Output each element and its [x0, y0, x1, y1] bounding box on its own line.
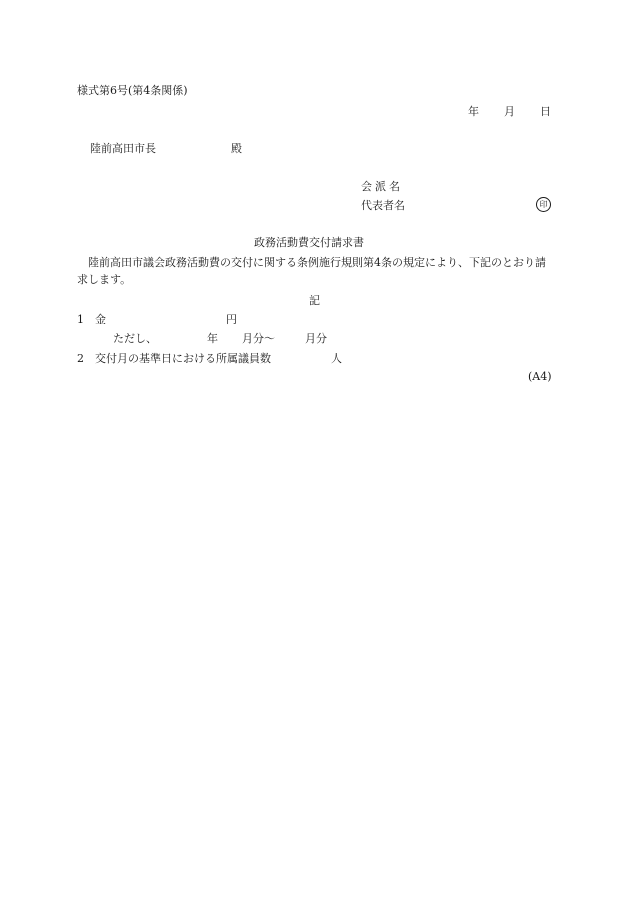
- period-month-to-label: 月分: [305, 332, 327, 345]
- item-1-number: 1: [77, 313, 84, 326]
- period-month-from-label: 月分〜: [242, 332, 275, 345]
- date-year-label: 年: [468, 105, 479, 118]
- faction-name-label: 会派名: [361, 180, 403, 193]
- honorific: 殿: [231, 142, 242, 155]
- item-2-number: 2: [77, 352, 84, 365]
- date-month-label: 月: [504, 105, 515, 118]
- item-1-label: 金: [95, 313, 106, 326]
- item-1-unit: 円: [226, 313, 237, 326]
- addressee: 陸前高田市長: [90, 142, 156, 155]
- representative-name-label: 代表者名: [361, 199, 405, 212]
- paper-size-label: (A4): [528, 370, 552, 383]
- period-year-label: 年: [207, 332, 218, 345]
- seal-icon: 印: [536, 197, 551, 212]
- item-2-label: 交付月の基準日における所属議員数: [95, 352, 271, 365]
- record-heading: 記: [309, 294, 320, 307]
- form-number: 様式第6号(第4条関係): [77, 84, 188, 97]
- date-day-label: 日: [540, 105, 551, 118]
- item-2-unit: 人: [331, 352, 342, 365]
- document-title: 政務活動費交付請求書: [254, 236, 364, 249]
- item-1-proviso: ただし、: [113, 332, 157, 345]
- request-body-text: 陸前高田市議会政務活動費の交付に関する条例施行規則第4条の規定により、下記のとおり請求します。: [77, 256, 546, 286]
